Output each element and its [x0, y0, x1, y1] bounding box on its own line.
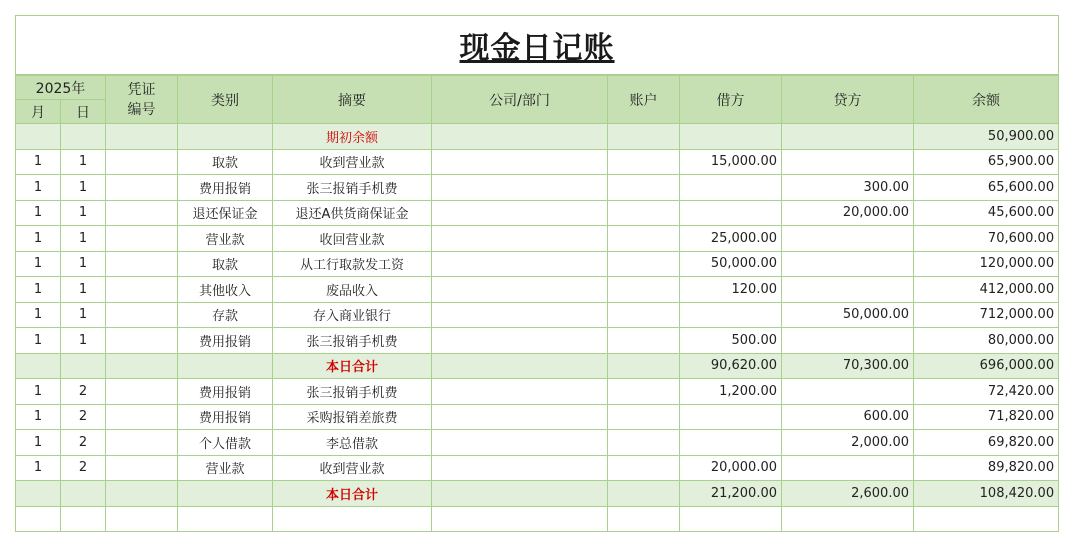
cell-summary[interactable]: 存入商业银行 [273, 302, 432, 328]
cell-category[interactable]: 取款 [178, 149, 273, 175]
opening-row [16, 124, 1059, 150]
cell-category[interactable]: 营业款 [178, 455, 273, 481]
cell-month[interactable]: 1 [16, 251, 61, 277]
cell-category[interactable]: 其他收入 [178, 277, 273, 303]
cell-day[interactable]: 1 [61, 226, 106, 252]
cell-company[interactable] [432, 404, 608, 430]
cell-credit[interactable]: 2,600.00 [782, 481, 914, 507]
cell-month[interactable]: 1 [16, 175, 61, 201]
cell-summary[interactable] [273, 506, 432, 532]
cell-account[interactable] [608, 251, 680, 277]
cell-day[interactable]: 1 [61, 200, 106, 226]
cell-month[interactable] [16, 353, 61, 379]
cell-summary[interactable]: 收回营业款 [273, 226, 432, 252]
cell-company[interactable] [432, 328, 608, 354]
cell-month[interactable]: 1 [16, 455, 61, 481]
cell-category[interactable] [178, 124, 273, 150]
header-year[interactable]: 2025年 [16, 75, 106, 100]
cell-day[interactable]: 1 [61, 277, 106, 303]
cell-month[interactable]: 1 [16, 149, 61, 175]
cell-credit[interactable]: 2,000.00 [782, 430, 914, 456]
total-row [16, 481, 1059, 507]
cell-credit[interactable]: 300.00 [782, 175, 914, 201]
cell-account[interactable] [608, 277, 680, 303]
cell-voucher[interactable] [106, 404, 178, 430]
header-row-1 [16, 75, 1059, 100]
cell-balance[interactable]: 65,900.00 [914, 149, 1059, 175]
header-voucher[interactable]: 凭证 编号 [106, 75, 178, 124]
cell-category[interactable]: 费用报销 [178, 404, 273, 430]
cell-company[interactable] [432, 455, 608, 481]
cell-debit[interactable]: 120.00 [680, 277, 782, 303]
cell-summary[interactable]: 张三报销手机费 [273, 328, 432, 354]
cell-account[interactable] [608, 353, 680, 379]
cell-debit[interactable]: 15,000.00 [680, 149, 782, 175]
cell-month[interactable]: 1 [16, 277, 61, 303]
cell-balance[interactable]: 71,820.00 [914, 404, 1059, 430]
cell-balance[interactable]: 70,600.00 [914, 226, 1059, 252]
header-credit[interactable]: 贷方 [782, 75, 914, 124]
cell-company[interactable] [432, 226, 608, 252]
table-row [16, 302, 1059, 328]
cell-balance[interactable]: 72,420.00 [914, 379, 1059, 405]
cell-company[interactable] [432, 175, 608, 201]
cell-voucher[interactable] [106, 226, 178, 252]
cell-month[interactable] [16, 124, 61, 150]
cell-balance[interactable]: 89,820.00 [914, 455, 1059, 481]
cell-account[interactable] [608, 175, 680, 201]
cell-company[interactable] [432, 430, 608, 456]
title-cell[interactable] [16, 16, 1059, 76]
table-row [16, 251, 1059, 277]
cell-debit[interactable] [680, 124, 782, 150]
cell-month[interactable]: 1 [16, 200, 61, 226]
cell-voucher[interactable] [106, 302, 178, 328]
cell-category[interactable]: 存款 [178, 302, 273, 328]
table-row [16, 455, 1059, 481]
cell-credit[interactable]: 600.00 [782, 404, 914, 430]
cell-summary[interactable]: 张三报销手机费 [273, 379, 432, 405]
cell-account[interactable] [608, 481, 680, 507]
cell-voucher[interactable] [106, 379, 178, 405]
cell-account[interactable] [608, 455, 680, 481]
cell-balance[interactable]: 45,600.00 [914, 200, 1059, 226]
cell-credit[interactable] [782, 226, 914, 252]
cell-voucher[interactable] [106, 430, 178, 456]
cell-balance[interactable]: 50,900.00 [914, 124, 1059, 150]
cell-voucher[interactable] [106, 277, 178, 303]
cell-month[interactable]: 1 [16, 430, 61, 456]
cell-balance[interactable]: 65,600.00 [914, 175, 1059, 201]
cell-company[interactable] [432, 251, 608, 277]
cell-summary[interactable]: 期初余额 [273, 124, 432, 150]
cell-credit[interactable]: 50,000.00 [782, 302, 914, 328]
cell-debit[interactable]: 21,200.00 [680, 481, 782, 507]
cell-credit[interactable] [782, 124, 914, 150]
cell-company[interactable] [432, 506, 608, 532]
cell-account[interactable] [608, 124, 680, 150]
cell-debit[interactable] [680, 404, 782, 430]
cell-voucher[interactable] [106, 455, 178, 481]
cell-company[interactable] [432, 379, 608, 405]
cell-credit[interactable] [782, 328, 914, 354]
cell-month[interactable]: 1 [16, 302, 61, 328]
cash-journal-table [15, 15, 1059, 532]
cell-account[interactable] [608, 404, 680, 430]
cell-company[interactable] [432, 302, 608, 328]
cell-category[interactable]: 取款 [178, 251, 273, 277]
title-row [16, 16, 1059, 76]
cell-company[interactable] [432, 200, 608, 226]
cell-category[interactable] [178, 353, 273, 379]
cell-balance[interactable]: 80,000.00 [914, 328, 1059, 354]
cell-category[interactable]: 费用报销 [178, 328, 273, 354]
cell-credit[interactable] [782, 506, 914, 532]
table-row [16, 404, 1059, 430]
cell-month[interactable]: 1 [16, 328, 61, 354]
cell-account[interactable] [608, 149, 680, 175]
table-row [16, 277, 1059, 303]
cell-day[interactable]: 1 [61, 251, 106, 277]
cell-account[interactable] [608, 226, 680, 252]
cell-summary[interactable]: 收到营业款 [273, 455, 432, 481]
cell-voucher[interactable] [106, 506, 178, 532]
cell-debit[interactable]: 1,200.00 [680, 379, 782, 405]
cell-day[interactable]: 2 [61, 455, 106, 481]
cell-month[interactable] [16, 506, 61, 532]
cell-credit[interactable]: 20,000.00 [782, 200, 914, 226]
cell-debit[interactable] [680, 302, 782, 328]
cell-voucher[interactable] [106, 200, 178, 226]
cell-credit[interactable] [782, 149, 914, 175]
cell-company[interactable] [432, 277, 608, 303]
cell-category[interactable]: 费用报销 [178, 379, 273, 405]
header-company[interactable]: 公司/部门 [432, 75, 608, 124]
cell-voucher[interactable] [106, 481, 178, 507]
cell-debit[interactable]: 90,620.00 [680, 353, 782, 379]
cell-voucher[interactable] [106, 328, 178, 354]
cell-voucher[interactable] [106, 353, 178, 379]
cell-debit[interactable] [680, 506, 782, 532]
cell-balance[interactable]: 696,000.00 [914, 353, 1059, 379]
cell-balance[interactable]: 712,000.00 [914, 302, 1059, 328]
cell-balance[interactable]: 69,820.00 [914, 430, 1059, 456]
cell-month[interactable]: 1 [16, 404, 61, 430]
cell-summary[interactable]: 本日合计 [273, 481, 432, 507]
cell-debit[interactable]: 50,000.00 [680, 251, 782, 277]
cell-summary[interactable]: 本日合计 [273, 353, 432, 379]
cell-company[interactable] [432, 149, 608, 175]
cell-summary[interactable]: 李总借款 [273, 430, 432, 456]
cell-company[interactable] [432, 481, 608, 507]
cell-month[interactable] [16, 481, 61, 507]
cell-debit[interactable]: 20,000.00 [680, 455, 782, 481]
cell-balance[interactable]: 108,420.00 [914, 481, 1059, 507]
cell-balance[interactable] [914, 506, 1059, 532]
cell-company[interactable] [432, 353, 608, 379]
cell-company[interactable] [432, 124, 608, 150]
cell-summary[interactable]: 张三报销手机费 [273, 175, 432, 201]
cell-account[interactable] [608, 328, 680, 354]
table-row [16, 328, 1059, 354]
table-row [16, 175, 1059, 201]
cell-voucher[interactable] [106, 149, 178, 175]
cell-summary[interactable]: 废品收入 [273, 277, 432, 303]
cell-debit[interactable]: 25,000.00 [680, 226, 782, 252]
cell-credit[interactable] [782, 277, 914, 303]
cell-day[interactable] [61, 506, 106, 532]
cell-account[interactable] [608, 302, 680, 328]
cell-summary[interactable]: 退还A供货商保证金 [273, 200, 432, 226]
cell-category[interactable]: 个人借款 [178, 430, 273, 456]
blank-row [16, 506, 1059, 532]
cell-day[interactable] [61, 353, 106, 379]
cell-category[interactable] [178, 481, 273, 507]
cell-summary[interactable]: 采购报销差旅费 [273, 404, 432, 430]
cell-day[interactable] [61, 124, 106, 150]
header-summary[interactable]: 摘要 [273, 75, 432, 124]
cell-account[interactable] [608, 430, 680, 456]
cell-voucher[interactable] [106, 175, 178, 201]
cell-category[interactable] [178, 506, 273, 532]
cell-debit[interactable] [680, 175, 782, 201]
cell-day[interactable]: 1 [61, 175, 106, 201]
cell-category[interactable]: 费用报销 [178, 175, 273, 201]
header-debit[interactable]: 借方 [680, 75, 782, 124]
cell-summary[interactable]: 收到营业款 [273, 149, 432, 175]
cell-voucher[interactable] [106, 124, 178, 150]
table-row [16, 200, 1059, 226]
cell-summary[interactable]: 从工行取款发工资 [273, 251, 432, 277]
cell-day[interactable] [61, 481, 106, 507]
cell-debit[interactable] [680, 430, 782, 456]
cell-balance[interactable]: 412,000.00 [914, 277, 1059, 303]
cell-day[interactable]: 1 [61, 328, 106, 354]
cell-day[interactable]: 2 [61, 379, 106, 405]
cell-account[interactable] [608, 506, 680, 532]
cell-balance[interactable]: 120,000.00 [914, 251, 1059, 277]
cell-debit[interactable]: 500.00 [680, 328, 782, 354]
cell-voucher[interactable] [106, 251, 178, 277]
cell-credit[interactable] [782, 455, 914, 481]
table-row [16, 149, 1059, 175]
table-row [16, 379, 1059, 405]
header-month[interactable]: 月 [16, 100, 61, 124]
cell-day[interactable]: 2 [61, 404, 106, 430]
cell-debit[interactable] [680, 200, 782, 226]
cell-category[interactable]: 退还保证金 [178, 200, 273, 226]
header-category[interactable]: 类别 [178, 75, 273, 124]
cell-credit[interactable] [782, 251, 914, 277]
cell-category[interactable]: 营业款 [178, 226, 273, 252]
cell-month[interactable]: 1 [16, 226, 61, 252]
header-day[interactable]: 日 [61, 100, 106, 124]
total-row [16, 353, 1059, 379]
cell-month[interactable]: 1 [16, 379, 61, 405]
cell-account[interactable] [608, 379, 680, 405]
cell-credit[interactable]: 70,300.00 [782, 353, 914, 379]
cell-day[interactable]: 1 [61, 302, 106, 328]
cell-day[interactable]: 1 [61, 149, 106, 175]
header-balance[interactable]: 余额 [914, 75, 1059, 124]
cell-account[interactable] [608, 200, 680, 226]
cell-credit[interactable] [782, 379, 914, 405]
page-title: 现金日记账 [459, 31, 615, 66]
header-account[interactable]: 账户 [608, 75, 680, 124]
cell-day[interactable]: 2 [61, 430, 106, 456]
table-row [16, 226, 1059, 252]
table-row [16, 430, 1059, 456]
